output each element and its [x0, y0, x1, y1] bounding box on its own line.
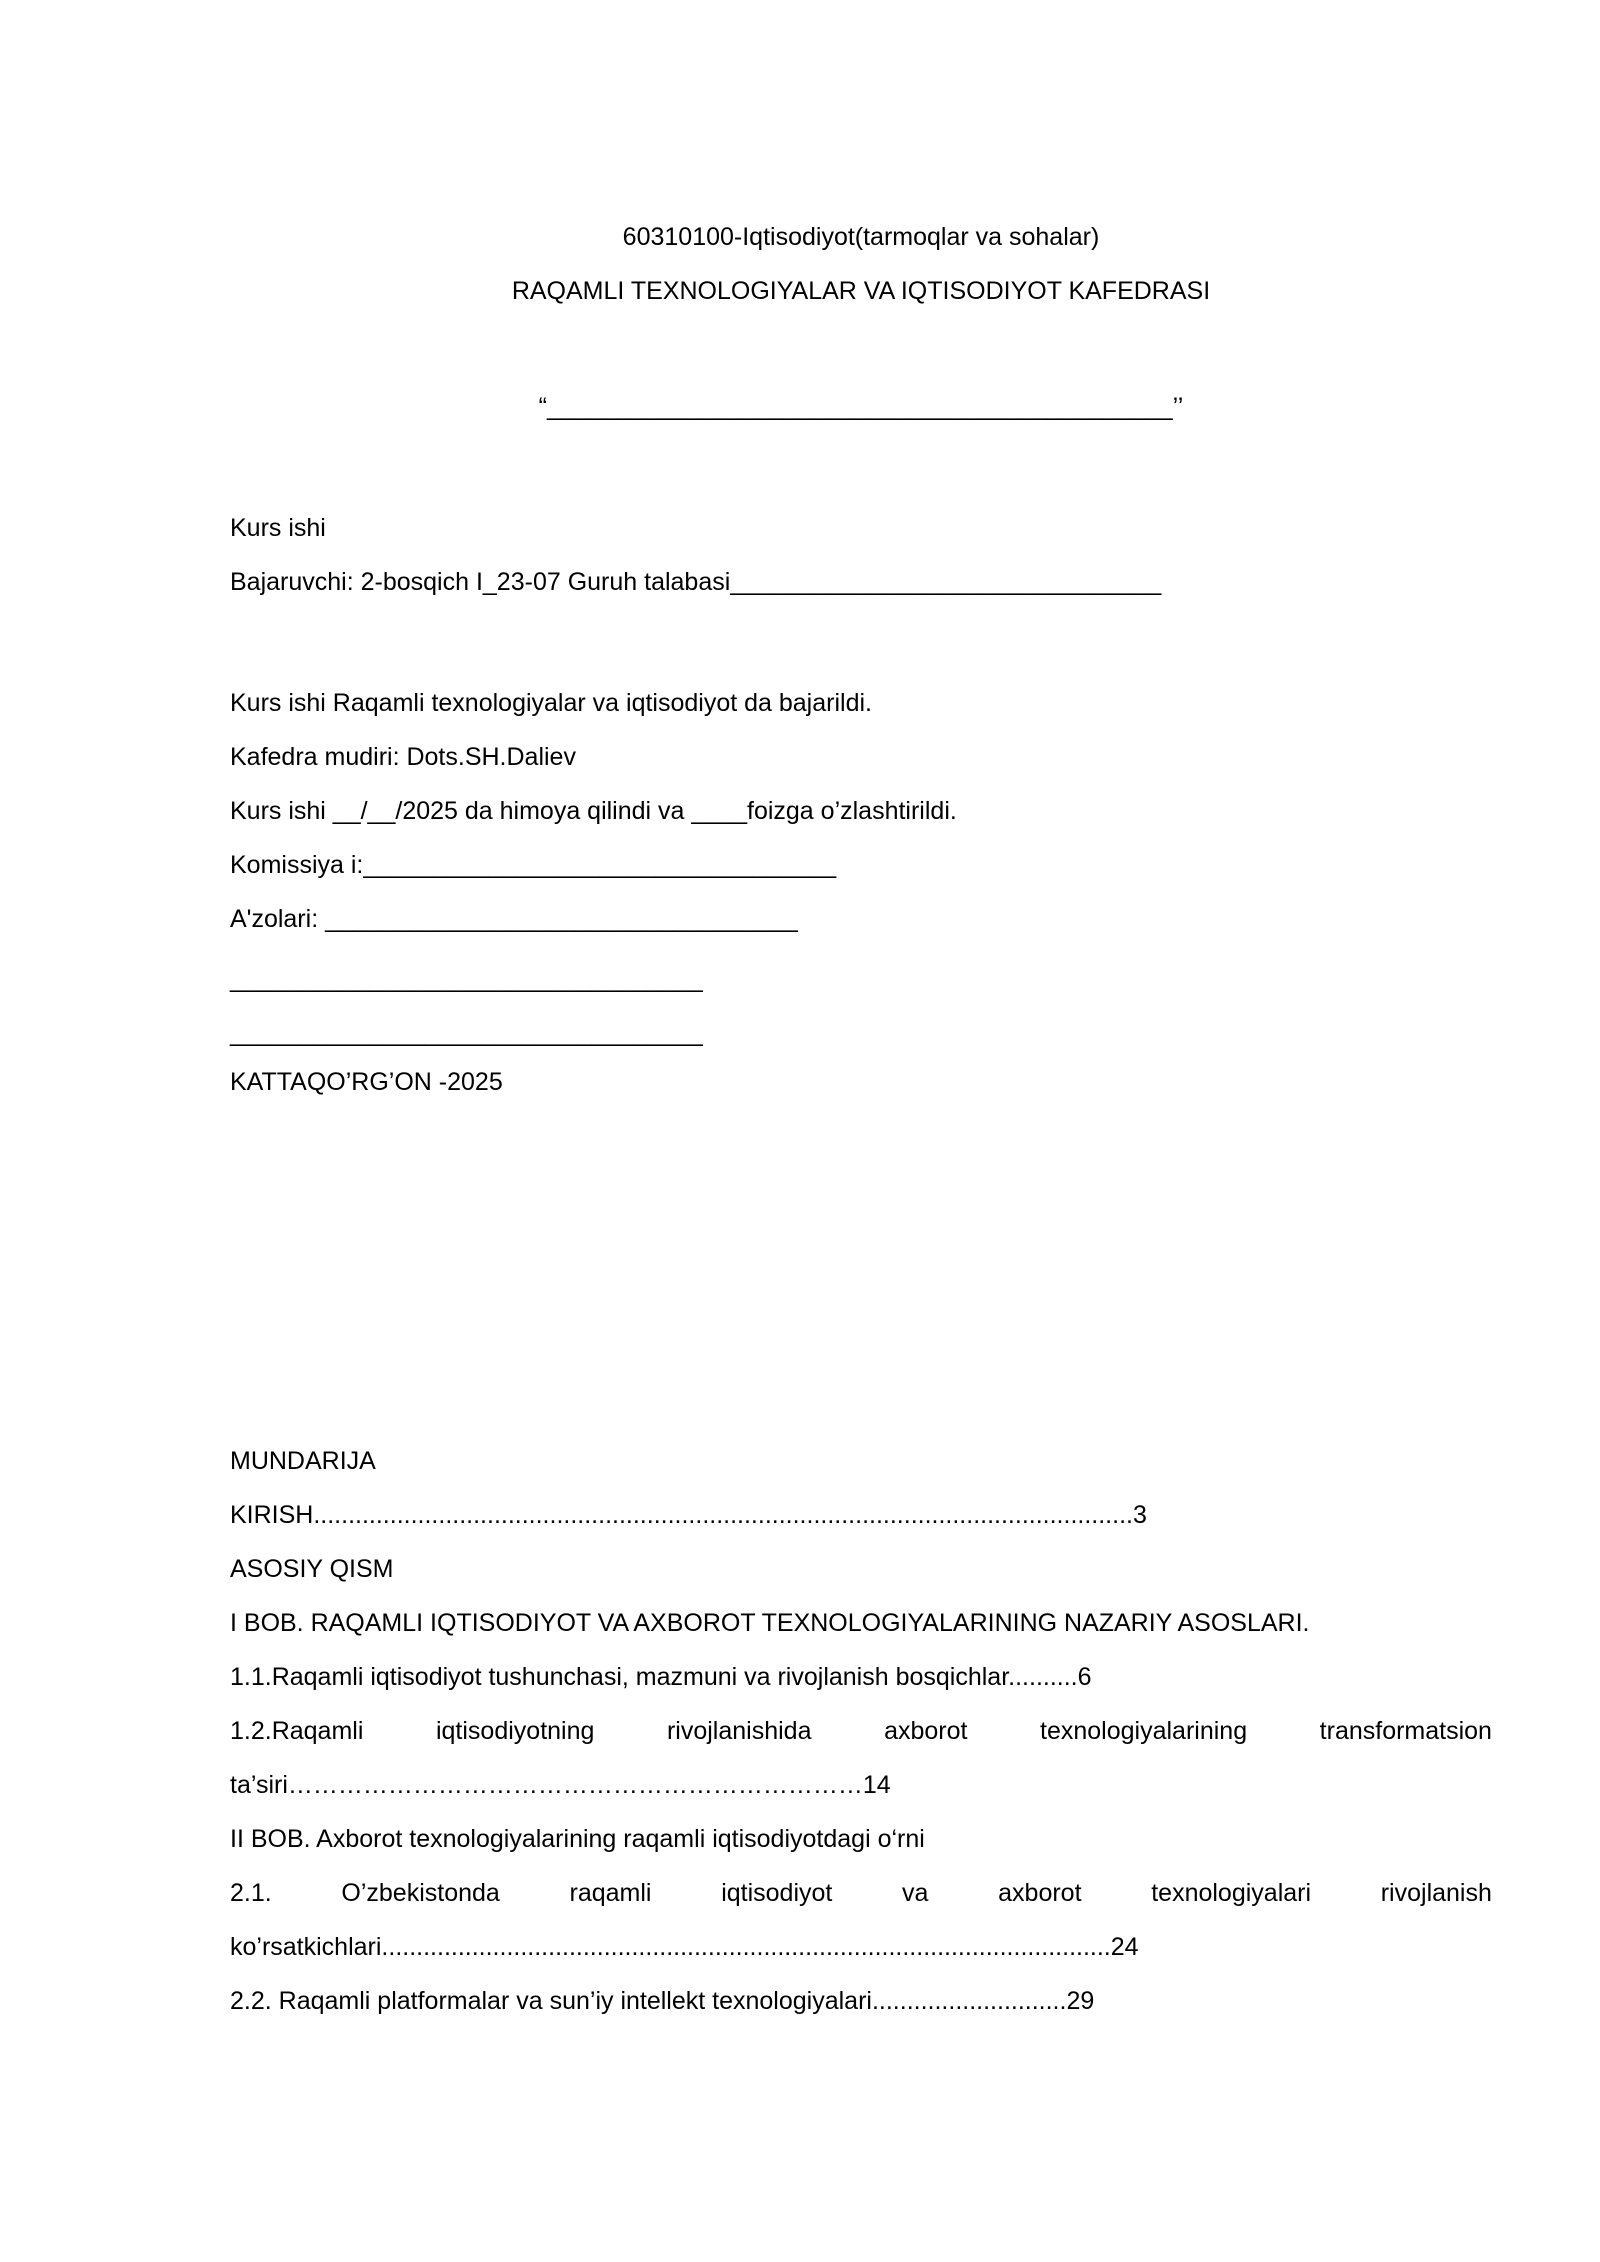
- toc-word: iqtisodiyot: [721, 1879, 833, 1907]
- toc-section-1-2-cont: ta’siri……………………………………………………………14: [230, 1771, 891, 1799]
- signature-blank: __________________________________: [230, 1019, 703, 1047]
- toc-word: O’zbekistonda: [341, 1879, 500, 1907]
- city-year: KATTAQO’RG’ON -2025: [230, 1068, 503, 1096]
- toc-word: va: [902, 1879, 929, 1907]
- toc-section-2-1: [230, 1877, 1492, 1909]
- toc-main-part: ASOSIY QISM: [230, 1555, 394, 1583]
- toc-word: axborot: [998, 1879, 1082, 1907]
- department-title: RAQAMLI TEXNOLOGIYALAR VA IQTISODIYOT KAFEDRASI: [511, 277, 1211, 305]
- toc-word: axborot: [884, 1717, 968, 1745]
- toc-word: 2.1.: [230, 1879, 272, 1907]
- toc-word: transformatsion: [1319, 1717, 1492, 1745]
- toc-word: rivojlanishida: [666, 1717, 812, 1745]
- toc-chapter-2: II BOB. Axborot texnologiyalarining raqamli iqtisodiyotdagi o‘rni: [230, 1825, 925, 1853]
- work-type: Kurs ishi: [230, 514, 326, 542]
- toc-chapter-1: I BOB. RAQAMLI IQTISODIYOT VA AXBOROT TEXNOLOGIYALARINING NAZARIY ASOSLARI.: [230, 1609, 1310, 1637]
- toc-intro: KIRISH......................................................................................................................3: [230, 1501, 1147, 1529]
- toc-section-2-1-cont: ko’rsatkichlari.........................................................................................................24: [230, 1933, 1139, 1961]
- program-code: 60310100-Iqtisodiyot(tarmoqlar va sohalar): [622, 223, 1100, 251]
- topic-blank: “_____________________________________________’’: [538, 393, 1184, 421]
- head-of-department: Kafedra mudiri: Dots.SH.Daliev: [230, 743, 576, 771]
- commission-line: Komissiya i:__________________________________: [230, 851, 837, 879]
- toc-word: 1.2.Raqamli: [230, 1717, 364, 1745]
- members-line: A'zolari: __________________________________: [230, 905, 798, 933]
- toc-section-2-2: 2.2. Raqamli platformalar va sun’iy intellekt texnologiyalari............................29: [230, 1987, 1095, 2015]
- completed-line: Kurs ishi Raqamli texnologiyalar va iqtisodiyot da bajarildi.: [230, 689, 872, 717]
- toc-word: texnologiyalari: [1151, 1879, 1312, 1907]
- executor-line: Bajaruvchi: 2-bosqich I_23-07 Guruh talabasi_______________________________: [230, 568, 1162, 596]
- toc-title: MUNDARIJA: [230, 1447, 376, 1475]
- toc-word: rivojlanish: [1380, 1879, 1492, 1907]
- toc-word: texnologiyalarining: [1040, 1717, 1248, 1745]
- defended-line: Kurs ishi __/__/2025 da himoya qilindi va ____foizga o’zlashtirildi.: [230, 797, 957, 825]
- signature-blank: __________________________________: [230, 965, 703, 993]
- toc-section-1-2: [230, 1715, 1492, 1747]
- toc-section-1-1: 1.1.Raqamli iqtisodiyot tushunchasi, mazmuni va rivojlanish bosqichlar..........6: [230, 1663, 1092, 1691]
- toc-word: iqtisodiyotning: [435, 1717, 595, 1745]
- toc-word: raqamli: [569, 1879, 652, 1907]
